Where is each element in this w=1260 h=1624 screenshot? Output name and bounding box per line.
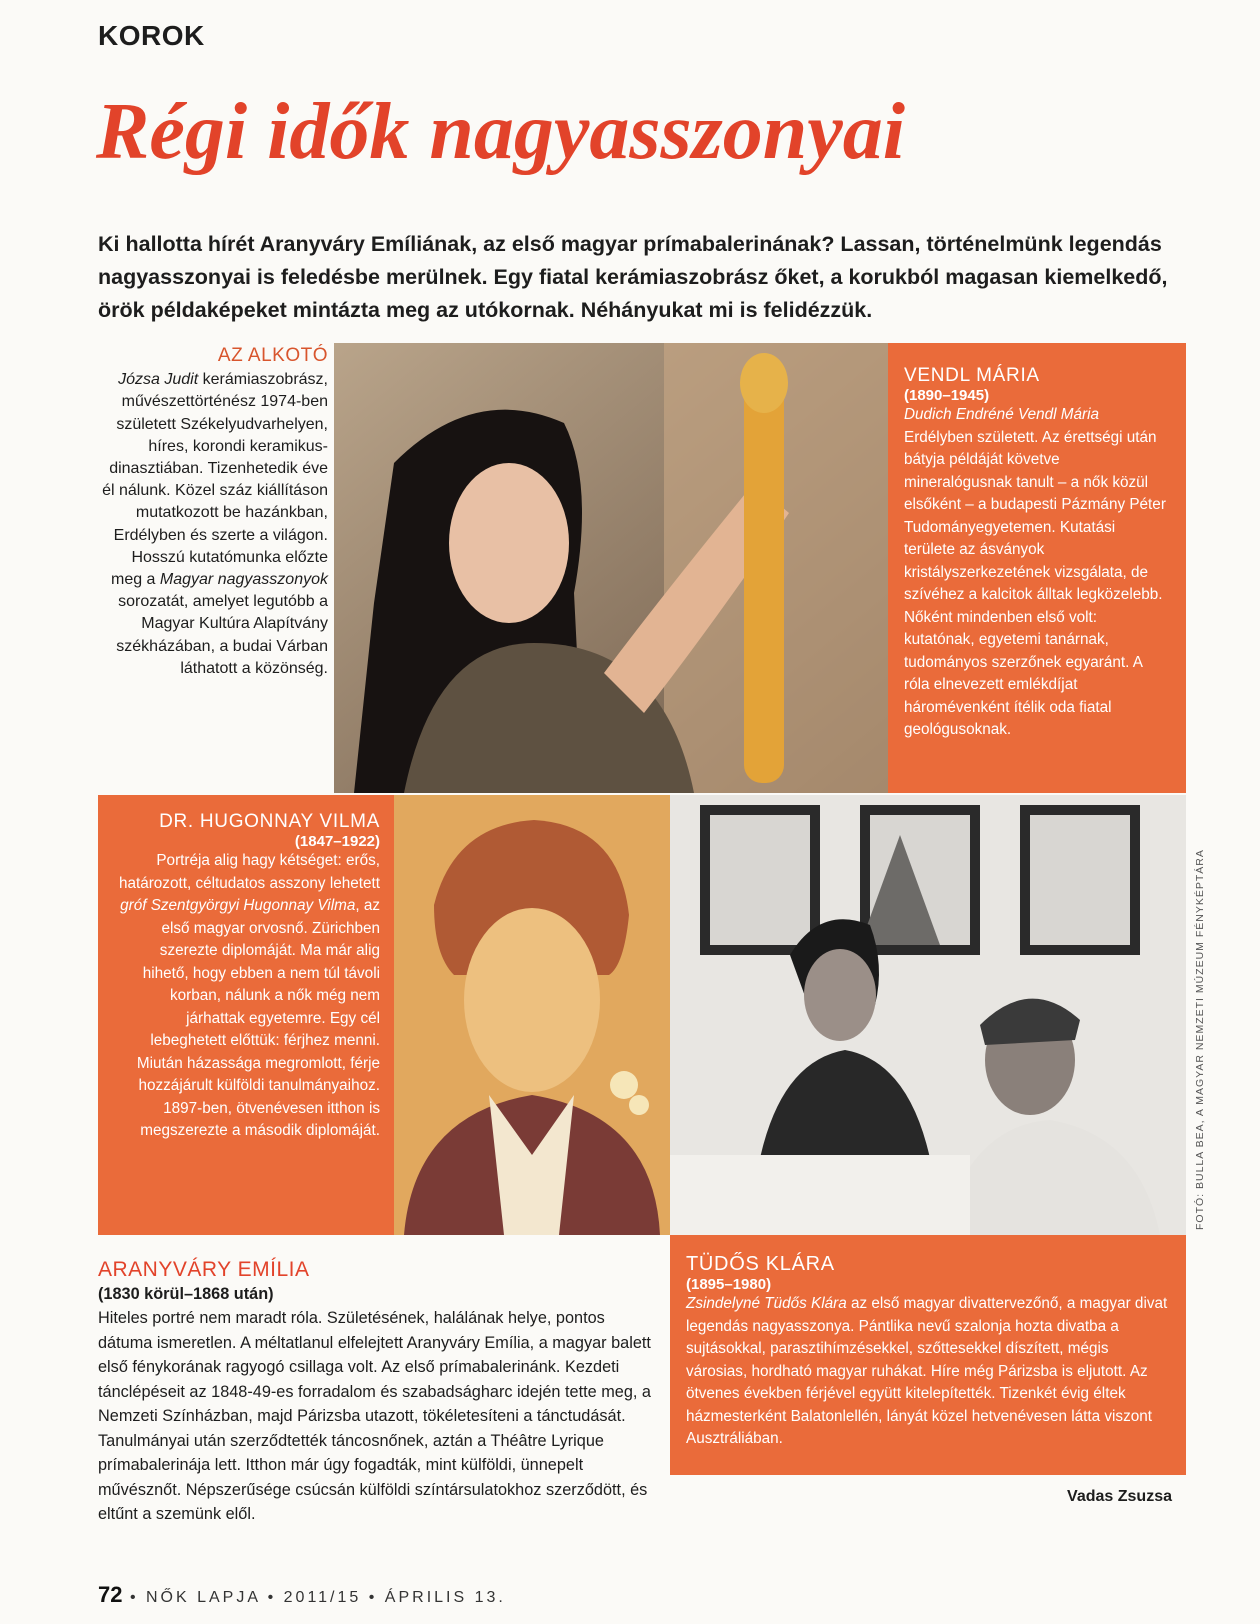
tudos-name: Zsindelyné Tüdős Klára [686, 1295, 847, 1312]
aranyvary-years: (1830 körül–1868 után) [98, 1285, 274, 1303]
aranyvary-text: Hiteles portré nem maradt róla. Születésének, halálának helye, pontos dátuma ismeretlen. A méltatlanul elfelejtett Aranyváry Emília, a magyar balett első fénykorának ragyogó csillaga volt. Az első prímabalerinánk. Kezdeti tánclépéseit az 1848-49-es forradalom és szabadságharc idején tette meg, a Nemzeti Színházban, majd Párizsba utazott, tökéletesíteni a tánctudását. Tanulmányai után szerződtették táncosnőnek, aztán a Théâtre Lyrique prímabalerinája lett. Itthon már úgy fogadták, mint külföldi, ünnepelt művésznőt. Népszerűsége csúcsán külföldi színtársulatokhoz szerződött, és eltűnt a szemünk elől. [98, 1309, 651, 1523]
tudos-heading: TÜDŐS KLÁRA [686, 1253, 835, 1275]
issue-number: 2011/15 [283, 1589, 362, 1606]
creator-name: Józsa Judit [118, 371, 199, 389]
tudos-photo [670, 795, 1186, 1235]
page-title: Régi idők nagyasszonyai [96, 88, 905, 176]
vendl-heading: VENDL MÁRIA [904, 365, 1040, 386]
tudos-text: az első magyar divattervezőnő, a magyar divat legendás nagyasszonya. Pántlika nevű szalonja hozta divatba a sujtásokkal, parasztihímzésekkel, szőttesekkel díszített, mégis városias, hordható magyar ruhákat. Híre még Párizsba is eljutott. Az ötvenes években férjével együtt kitelepítették. Tizenkét évig éltek házmesterként Balatonlellén, lányát közel hetvenévesen látta viszont Ausztráliában. [686, 1295, 1168, 1447]
section-label: KOROK [98, 20, 205, 51]
series-name: Magyar nagyasszonyok [159, 571, 328, 589]
hugonnay-text-1: Portréja alig hagy kétséget: erős, határozott, céltudatos asszony lehetett [118, 852, 380, 892]
page-number: 72 [98, 1582, 123, 1607]
vendl-name: Dudich Endréné Vendl Mária [904, 406, 1100, 423]
artist-photo [334, 343, 888, 793]
vendl-box [888, 343, 1186, 793]
photo-credit: FOTÓ: BULLA BEA, A MAGYAR NEMZETI MÚZEUM FÉNYKÉPTÁRA [1194, 849, 1206, 1230]
tudos-box [670, 1235, 1186, 1475]
creator-heading: AZ ALKOTÓ [217, 345, 328, 366]
creator-sidebar [98, 345, 328, 680]
creator-text-1: kerámiaszobrász, művészettörténész 1974-ben született Székelyudvarhelyen, híres, korondi keramikus-dinasztiában. Tizenhetedik éve él nálunk. Közel száz kiállításon mutatkozott be hazánkban, Erdélyben és szerte a világon. Hosszú kutatómunka előzte meg a [102, 371, 328, 589]
vendl-years: (1890–1945) [904, 387, 990, 404]
issue-date: ÁPRILIS 13. [384, 1589, 506, 1606]
vendl-text: Erdélyben született. Az érettségi után bátyja példáját követve mineralógusnak tanult – a nők közül elsőként – a budapesti Pázmány Péter Tudományegyetemen. Kutatási területe az ásványok kristályszerkezetének vizsgálata, de szívéhez a kalcitok álltak legközelebb. Nőként mindenben első volt: kutatónak, egyetemi tanárnak, tudományos szerzőnek egyaránt. A róla elnevezett emlékdíjat háromévenként ítélik oda fiatal geológusoknak. [904, 428, 1166, 738]
hugonnay-heading: DR. HUGONNAY VILMA [159, 811, 380, 832]
creator-text-2: sorozatát, amelyet legutóbb a Magyar Kultúra Alapítvány székházában, a budai Várban láthatott a közönség. [116, 593, 328, 677]
hugonnay-name: gróf Szentgyörgyi Hugonnay Vilma [120, 897, 356, 914]
lead-paragraph: Ki hallotta hírét Aranyváry Emíliának, az első magyar prímabalerinának? Lassan, történelmünk legendás nagyasszonyai is feledésbe merülnek. Egy fiatal kerámiaszobrász őket, a korukból magasan kiemelkedő, örök példaképeket mintázta meg az utókornak. Néhányukat mi is felidézzük. [98, 232, 1168, 322]
page-footer: 72 • NŐK LAPJA • 2011/15 • ÁPRILIS 13. [98, 1582, 506, 1607]
aranyvary-heading: ARANYVÁRY EMÍLIA [98, 1258, 310, 1281]
magazine-name: NŐK LAPJA [145, 1589, 261, 1606]
tudos-years: (1895–1980) [686, 1276, 772, 1293]
hugonnay-portrait [394, 795, 670, 1235]
hugonnay-years: (1847–1922) [294, 833, 380, 850]
author-byline: Vadas Zsuzsa [1067, 1488, 1172, 1505]
aranyvary-section [98, 1258, 658, 1527]
hugonnay-box [98, 795, 394, 1235]
hugonnay-text-2: , az első magyar orvosnő. Zürichben szerezte diplomáját. Ma már alig hihető, hogy ebben a nem túl távoli korban, nálunk a nők még nem járhattak egyetemre. Egy cél lebeghetett előttük: férjhez menni. Miután házassága megromlott, férje hozzájárult külföldi tanulmányaihoz. 1897-ben, ötvenévesen itthon is megszerezte a második diplomáját. [136, 897, 380, 1139]
